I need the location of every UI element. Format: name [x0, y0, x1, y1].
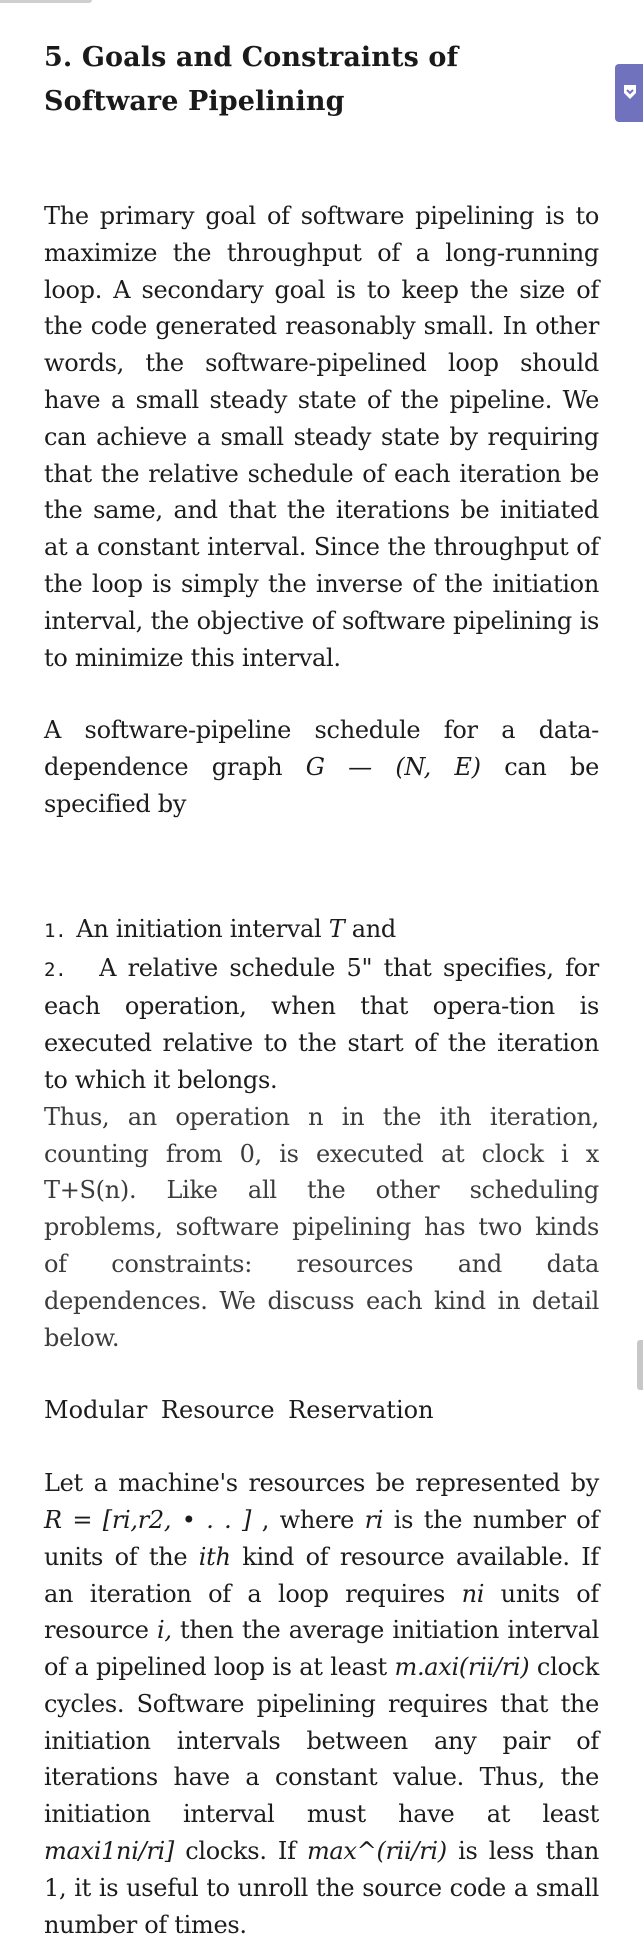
- list-item: [44, 950, 599, 1099]
- document-page: [44, 36, 599, 1943]
- math-notation: max^(rii/ri): [306, 1837, 447, 1866]
- schedule-components-list: [44, 911, 599, 1099]
- paragraph-schedule-spec: [44, 712, 599, 822]
- math-notation: i,: [156, 1616, 172, 1645]
- paragraph-goals: The primary goal of software pipelining is to maximize the throughput of a long-running loop. A secondary goal is to keep the size of the code generated reasonably small. In other words, the software-pipelined loop should have a small steady state of the pipeline. We can achieve a small steady state by requiring that the relative schedule of each iteration be the same, and that the iterations be initiated at a constant interval. Since the throughput of the loop is simply the inverse of the initiation interval, the objective of software pipelining is to minimize this interval.: [44, 202, 599, 672]
- math-notation: ith: [198, 1542, 231, 1571]
- text-fragment: is less than 1, it is useful to unroll the source code a small number of times.: [44, 1837, 599, 1939]
- subheading: Modular Resource Reservation: [44, 1396, 434, 1425]
- list-item: [44, 911, 599, 950]
- list-item-number: 2.: [44, 958, 67, 981]
- math-notation: maxi1ni/ri]: [44, 1837, 174, 1866]
- text-fragment: and: [344, 914, 396, 943]
- bookmark-shield-icon: [623, 84, 637, 100]
- graph-notation: G — (N, E): [305, 753, 481, 782]
- math-notation: R = [ri,r2, • . . ]: [44, 1505, 252, 1534]
- text-fragment: is the number of units of the: [44, 1505, 599, 1571]
- text-fragment: A software-pipeline schedule for a data-dependence graph: [44, 716, 599, 782]
- math-notation: ri: [364, 1505, 384, 1534]
- bookmark-tab[interactable]: [615, 64, 643, 122]
- text-fragment: An initiation interval: [76, 914, 329, 943]
- text-fragment: then the average initiation interval of a pipelined loop is at least: [44, 1616, 599, 1682]
- top-edge-indicator: [0, 0, 92, 3]
- paragraph-constraints: Thus, an operation n in the ith iteration, counting from 0, is executed at clock i x T+S(n). Like all the other scheduling problems, software pipelining has two kinds of constraints: resources and data dependences. We discuss each kind in detail below.: [44, 1102, 599, 1352]
- math-notation: m.axi(rii/ri): [394, 1653, 530, 1682]
- section-heading: 5. Goals and Constraints of Software Pipelining: [44, 42, 459, 117]
- text-fragment: clock cycles. Software pipelining requires that the initiation intervals between any pair of iterations have a constant value. Thus, the initiation interval must have at least: [44, 1653, 599, 1829]
- list-item-number: 1.: [44, 919, 67, 942]
- text-fragment: units of resource: [44, 1579, 599, 1645]
- text-fragment: Let a machine's resources be represented by: [44, 1469, 599, 1498]
- text-fragment: , where: [251, 1505, 365, 1534]
- interval-symbol: T: [328, 914, 345, 943]
- scroll-handle[interactable]: [637, 1340, 643, 1390]
- list-item-text: A relative schedule 5" that specifies, for each operation, when that opera-tion is executed relative to the start of the iteration to which it belongs.: [44, 953, 599, 1094]
- text-fragment: kind of resource available. If an iteration of a loop requires: [44, 1542, 599, 1608]
- text-fragment: clocks. If: [173, 1837, 307, 1866]
- paragraph-resource-reservation: [44, 1465, 599, 1943]
- text-fragment: can be specified by: [44, 753, 599, 818]
- math-notation: ni: [461, 1579, 485, 1608]
